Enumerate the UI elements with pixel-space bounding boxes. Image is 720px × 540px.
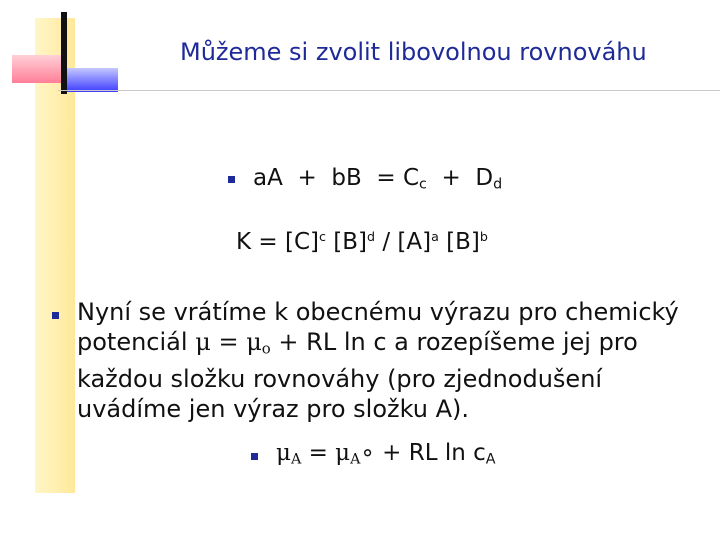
equilibrium-constant: $K = [C]^c$ $[B]^d / [A]^a$ $[B]^b$ — [236, 229, 488, 256]
bullet-icon — [228, 176, 235, 183]
title-divider — [58, 90, 720, 91]
decorative-black-line — [61, 12, 67, 94]
paragraph-text: Nyní se vrátíme k obecnému výrazu pro chemický potenciál $\mu = \mu_o$ + RL ln c a rozepíšeme jej pro každou složku rovnováhy (pro zjednodušení uvádíme jen výraz pro složku A). — [77, 298, 679, 423]
bullet-icon — [251, 453, 258, 460]
equilibrium-equation: aA + bB = $C_c + D_d$ — [253, 165, 503, 193]
chemical-potential-equation: $\mu_A$ = $\mu_A\circ$ + RL $\ln c_A$ — [276, 440, 496, 468]
bullet-icon — [52, 312, 59, 319]
page-title: Můžeme si zvolit libovolnou rovnováhu — [180, 38, 647, 66]
decorative-blue-block — [64, 68, 118, 92]
decorative-pink-block — [12, 55, 64, 83]
